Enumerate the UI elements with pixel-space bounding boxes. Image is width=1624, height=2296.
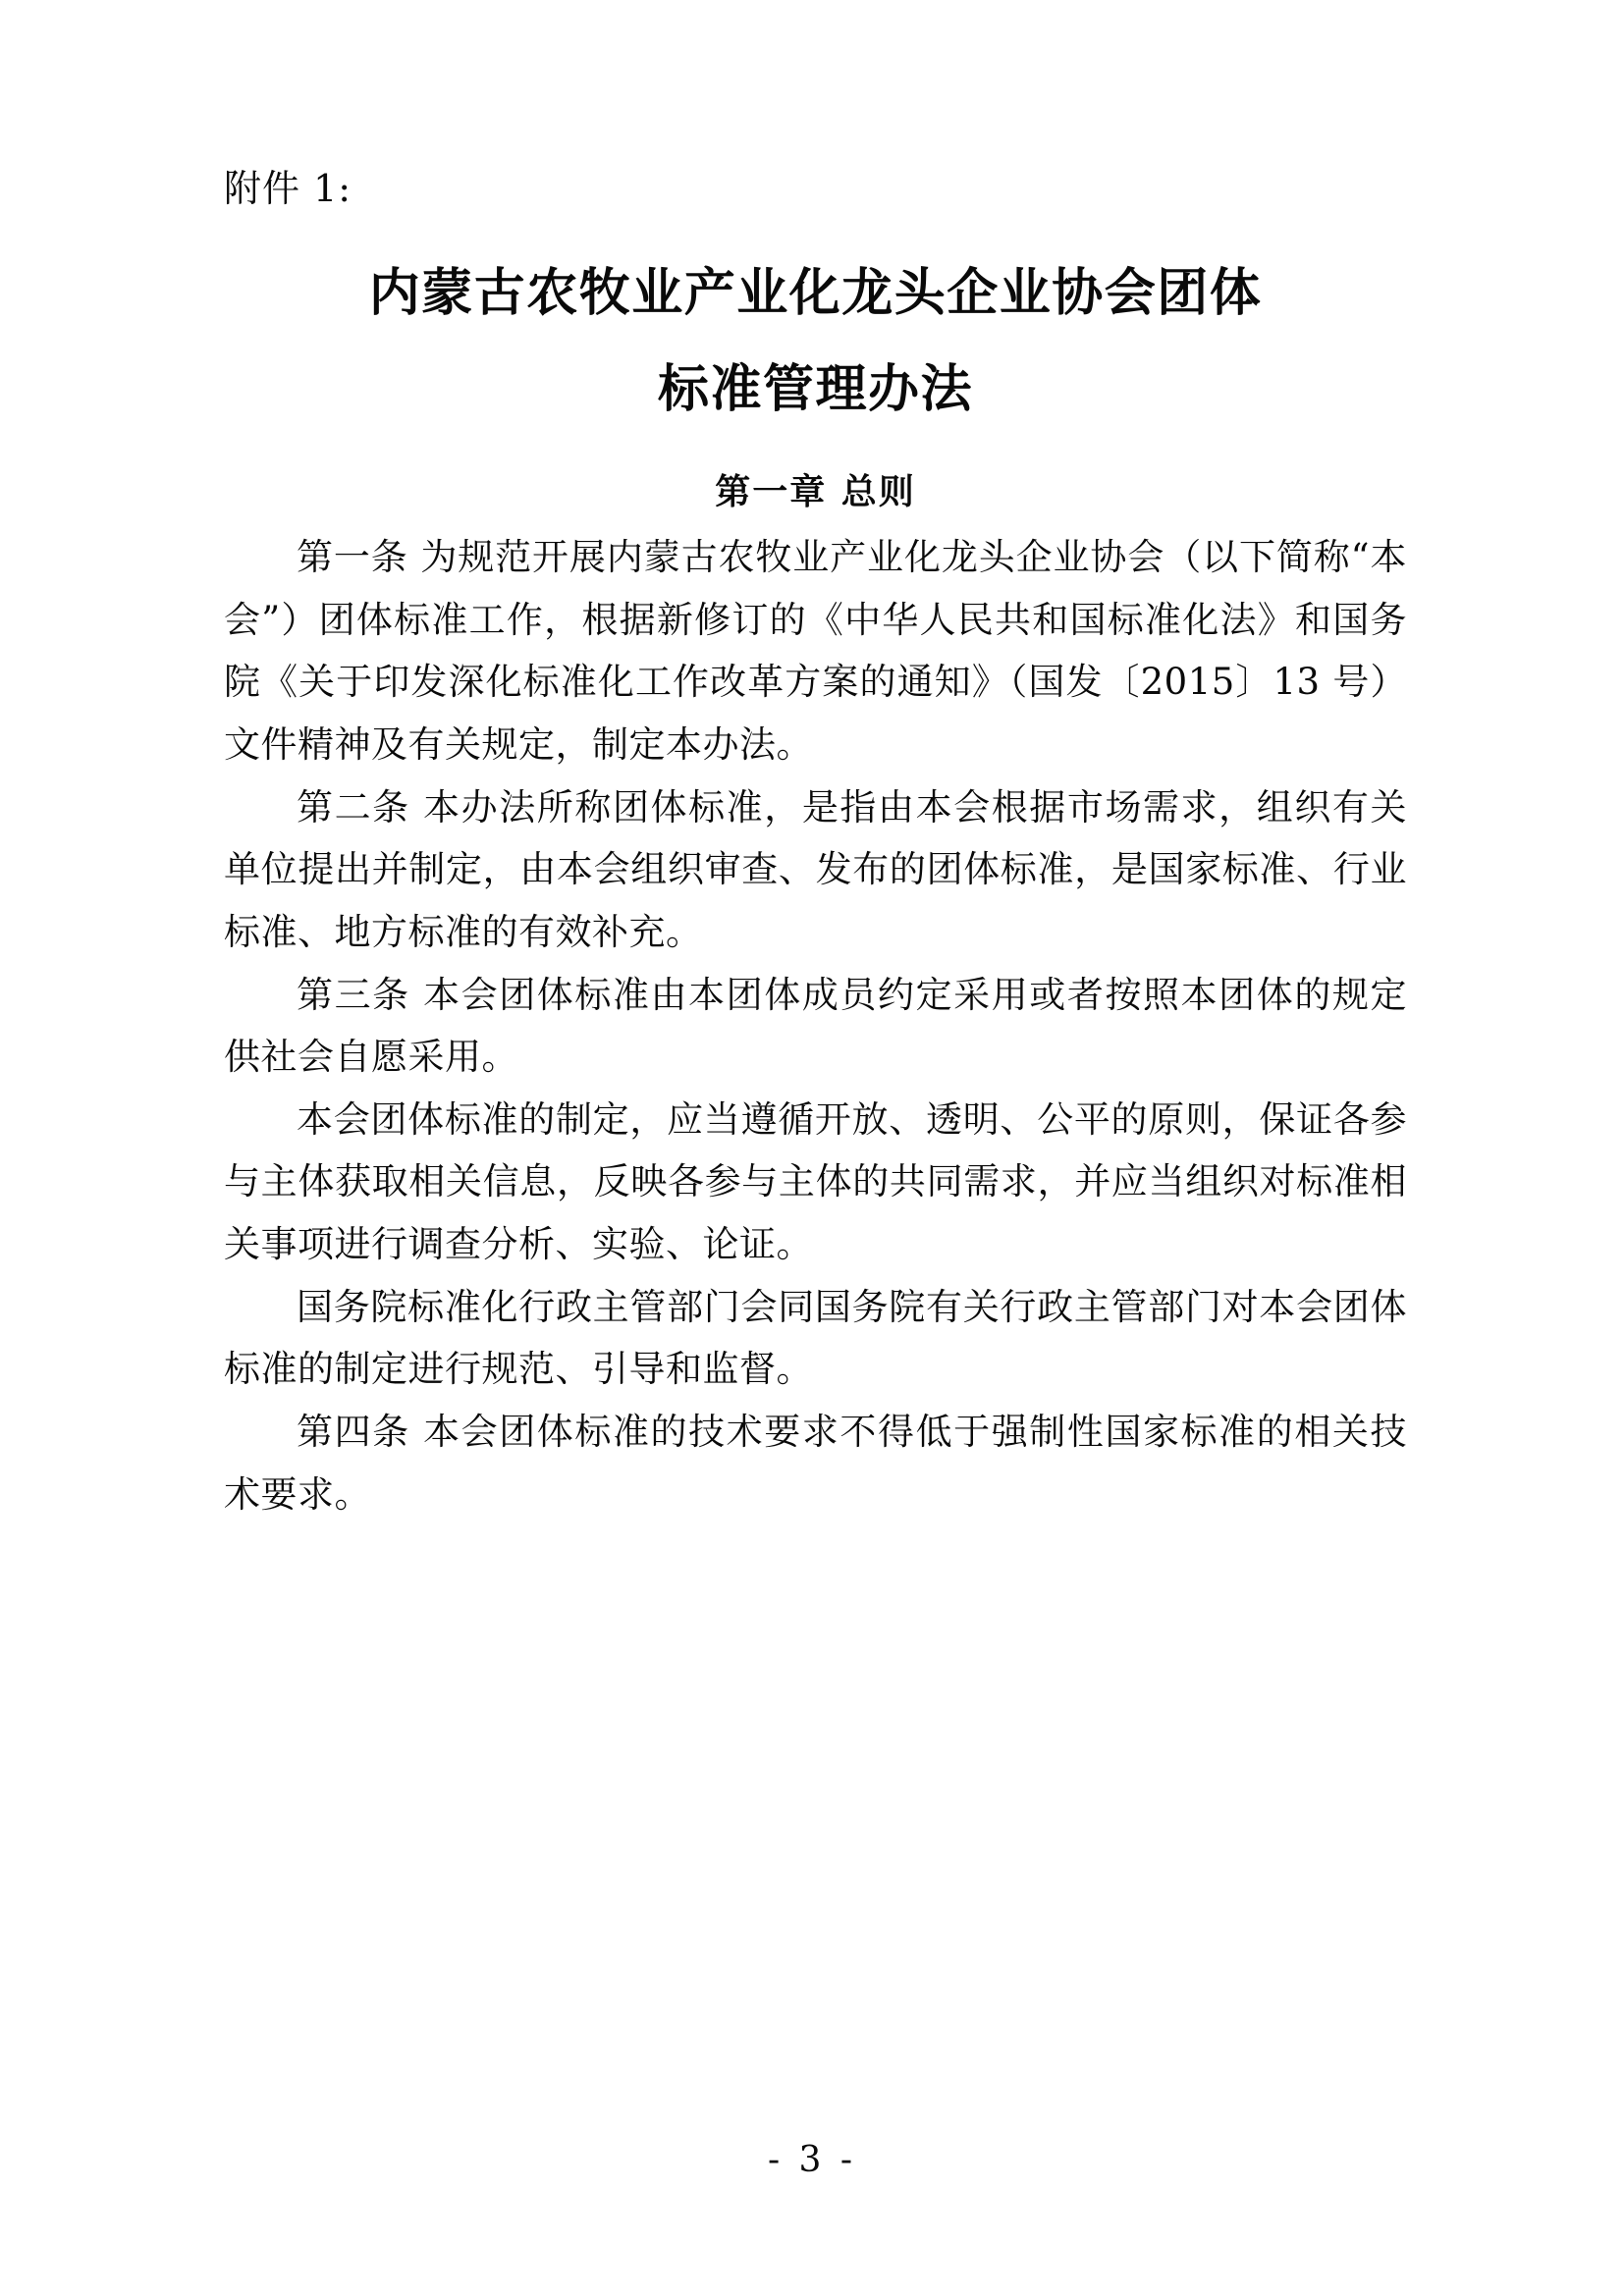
- paragraph-supervision: 国务院标准化行政主管部门会同国务院有关行政主管部门对本会团体标准的制定进行规范、引导和监督。: [224, 1285, 1407, 1391]
- page-title-line-1: 内蒙古农牧业产业化龙头企业协会团体: [368, 263, 1263, 323]
- page-title-line-2: 标准管理办法: [657, 360, 973, 420]
- paragraph-article-3: 第三条 本会团体标准由本团体成员约定采用或者按照本团体的规定供社会自愿采用。: [224, 973, 1407, 1079]
- chapter-heading: 第一章 总则: [715, 472, 916, 513]
- paragraph-article-4: 第四条 本会团体标准的技术要求不得低于强制性国家标准的相关技术要求。: [224, 1410, 1407, 1516]
- page-number: - 3 -: [767, 2140, 857, 2180]
- paragraph-article-2: 第二条 本办法所称团体标准，是指由本会根据市场需求，组织有关单位提出并制定，由本会组织审查、发布的团体标准，是国家标准、行业标准、地方标准的有效补充。: [224, 785, 1407, 953]
- paragraph-article-3-continued: 本会团体标准的制定，应当遵循开放、透明、公平的原则，保证各参与主体获取相关信息，反映各参与主体的共同需求，并应当组织对标准相关事项进行调查分析、实验、论证。: [224, 1097, 1407, 1266]
- attachment-label: 附件 1:: [224, 167, 352, 210]
- body-text: [224, 526, 1407, 1525]
- paragraph-article-1: 第一条 为规范开展内蒙古农牧业产业化龙头企业协会（以下简称“本会”）团体标准工作，根据新修订的《中华人民共和国标准化法》和国务院《关于印发深化标准化工作改革方案的通知》（国发〔2015〕13 号）文件精神及有关规定，制定本办法。: [224, 536, 1407, 767]
- document-body: [224, 167, 1407, 1525]
- page-title: [224, 245, 1407, 440]
